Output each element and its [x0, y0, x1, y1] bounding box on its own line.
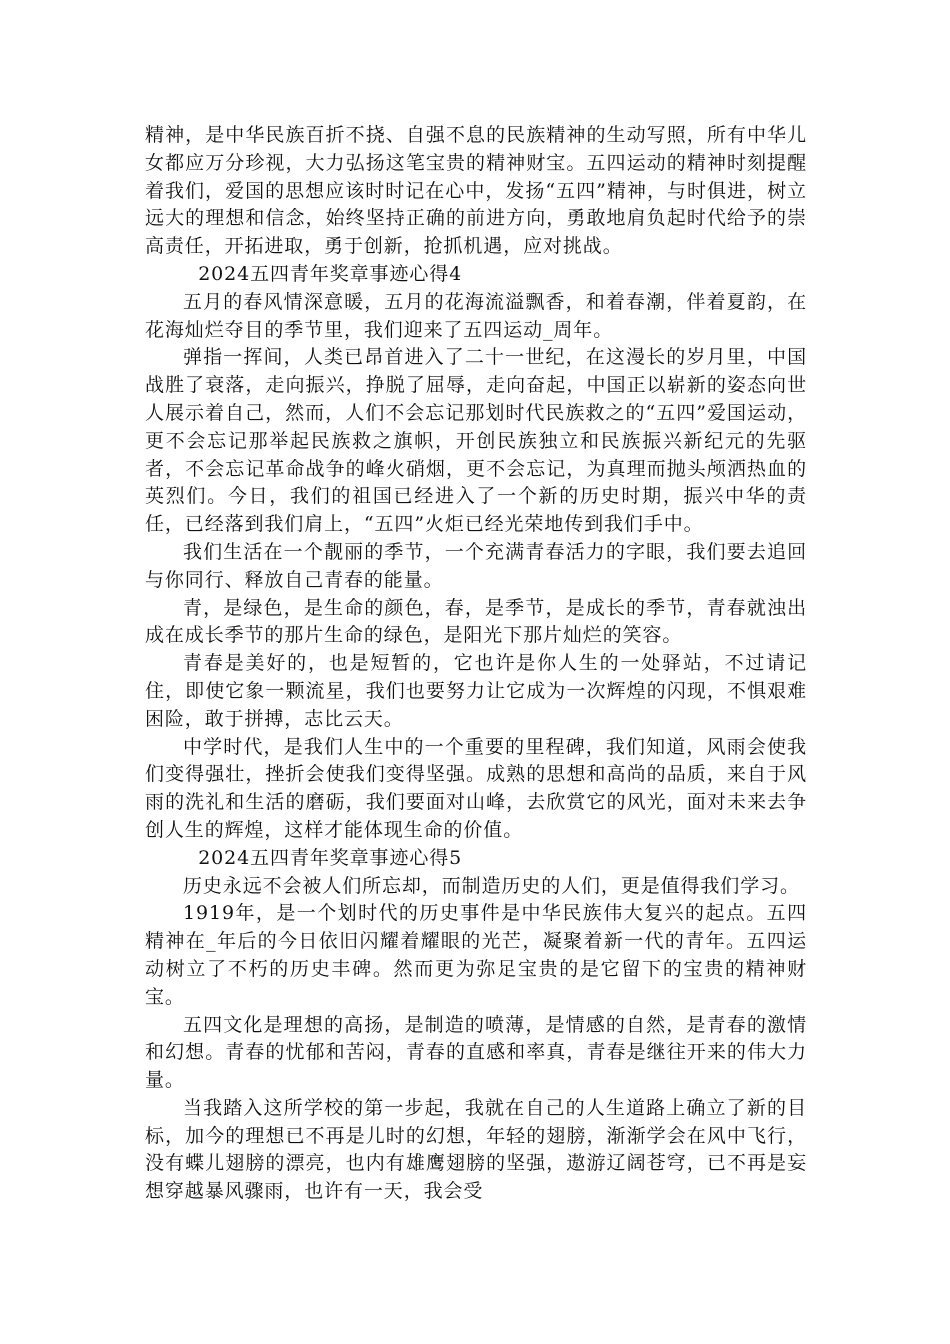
- paragraph-9: 1919年，是一个划时代的历史事件是中华民族伟大复兴的起点。五四精神在_年后的今日依旧闪耀着耀眼的光芒，凝聚着新一代的青年。五四运动树立了不朽的历史丰碑。然而更为弥足宝贵的是它留下的宝贵的精神财宝。: [145, 902, 807, 1008]
- section-heading-4: 2024五四青年奖章事迹心得4: [198, 262, 463, 285]
- paragraph-7: 中学时代，是我们人生中的一个重要的里程碑，我们知道，风雨会使我们变得强壮，挫折会使我们变得坚强。成熟的思想和高尚的品质，来自于风雨的洗礼和生活的磨砺，我们要面对山峰，去欣赏它的风光，面对未来去争创人生的辉煌，这样才能体现生命的价值。: [145, 735, 807, 841]
- paragraph-1: 精神，是中华民族百折不挠、自强不息的民族精神的生动写照，所有中华儿女都应万分珍视，大力弘扬这笔宝贵的精神财宝。五四运动的精神时刻提醒着我们，爱国的思想应该时时记在心中，发扬“五四”精神，与时俱进，树立远大的理想和信念，始终坚持正确的前进方向，勇敢地肩负起时代给予的崇高责任，开拓进取，勇于创新，抢抓机遇，应对挑战。: [145, 124, 807, 258]
- section-heading-5: 2024五四青年奖章事迹心得5: [198, 846, 463, 869]
- paragraph-2: 五月的春风情深意暖，五月的花海流溢飘香，和着春潮，伴着夏韵，在花海灿烂夺目的季节里，我们迎来了五四运动_周年。: [145, 290, 807, 341]
- paragraph-6: 青春是美好的，也是短暂的，它也许是你人生的一处驿站，不过请记住，即使它象一颗流星，我们也要努力让它成为一次辉煌的闪现，不惧艰难困险，敢于拼搏，志比云天。: [145, 652, 807, 730]
- paragraph-11: 当我踏入这所学校的第一步起，我就在自己的人生道路上确立了新的目标，加今的理想已不再是儿时的幻想，年轻的翅膀，渐渐学会在风中飞行，没有蝶儿翅膀的漂亮，也内有雄鹰翅膀的坚强，遨游辽阔苍穹，已不再是妄想穿越暴风骤雨，也许有一天，我会受: [145, 1096, 807, 1203]
- paragraph-5: 青，是绿色，是生命的颜色，春，是季节，是成长的季节，青春就浊出成在成长季节的那片生命的绿色，是阳光下那片灿烂的笑容。: [145, 596, 807, 647]
- paragraph-10: 五四文化是理想的高扬，是制造的喷薄，是情感的自然，是青春的激情和幻想。青春的忧郁和苦闷，青春的直感和率真，青春是继往开来的伟大力量。: [145, 1013, 807, 1092]
- document-page: [145, 122, 807, 1206]
- paragraph-8: 历史永远不会被人们所忘却，而制造历史的人们，更是值得我们学习。: [183, 874, 800, 897]
- paragraph-3: 弹指一挥间，人类已昂首进入了二十一世纪，在这漫长的岁月里，中国战胜了衰落，走向振兴，挣脱了屈辱，走向奋起，中国正以崭新的姿态向世人展示着自己，然而，人们不会忘记那划时代民族救之的“五四”爱国运动，更不会忘记那举起民族救之旗帜，开创民族独立和民族振兴新纪元的先驱者，不会忘记革命战争的峰火硝烟，更不会忘记，为真理而抛头颅洒热血的英烈们。今日，我们的祖国已经进入了一个新的历史时期，振兴中华的责任，已经落到我们肩上，“五四”火炬已经光荣地传到我们手中。: [145, 346, 807, 536]
- paragraph-4: 我们生活在一个靓丽的季节，一个充满青春活力的字眼，我们要去追回与你同行、释放自己青春的能量。: [145, 540, 807, 591]
